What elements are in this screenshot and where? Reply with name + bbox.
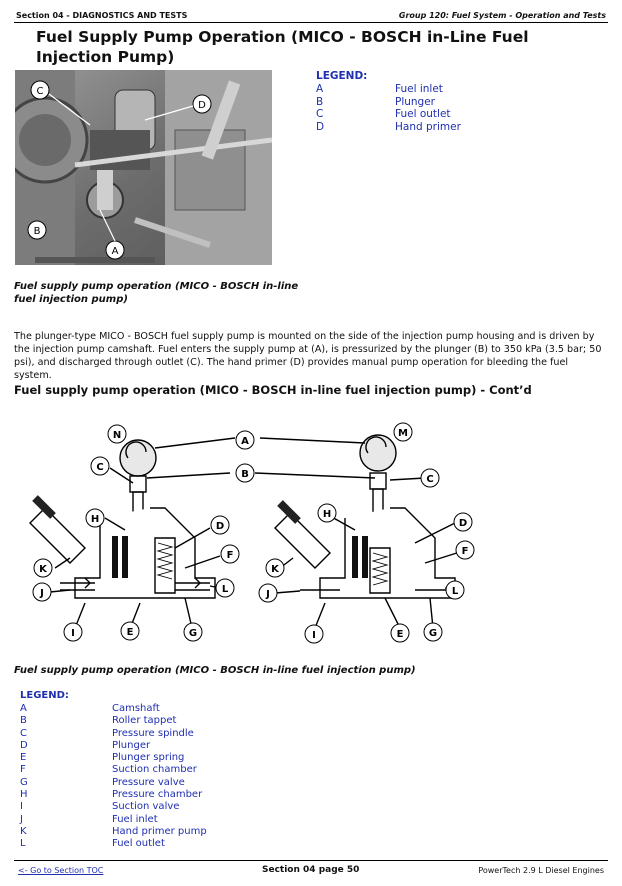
diagram-callout-l-right: L xyxy=(451,586,459,597)
legend-row: L Fuel outlet xyxy=(20,838,165,850)
diagram-callout-f-right: F xyxy=(461,546,469,557)
diagram-callout-m: M xyxy=(398,428,408,439)
body-paragraph: The plunger-type MICO - BOSCH fuel supply pump is mounted on the side of the injection pump housing and is driven by the injection pump camshaft. Fuel enters the supply pump at (A), is pressurized by the plunger (B) to 350 kPa (3.5 bar; 50 psi), and discharged through outlet (C). The hand primer (D) provides manual pump operation for bleeding the fuel system. xyxy=(14,331,602,381)
diagram-callout-n: N xyxy=(112,430,122,441)
diagram-callout-c-left: C xyxy=(96,462,104,473)
legend-row: C Pressure spindle xyxy=(20,727,194,739)
photo-callout-c: C xyxy=(36,86,44,97)
legend-row: K Hand primer pump xyxy=(20,825,207,837)
diagram-callout-g-right: G xyxy=(428,628,438,639)
photo-callout-b: B xyxy=(33,226,41,237)
right-pump xyxy=(275,435,455,598)
diagram-callout-g-left: G xyxy=(188,628,198,639)
diagram-callout-i-right: I xyxy=(312,630,316,641)
page-title: Fuel Supply Pump Operation (MICO - BOSCH in-Line Fuel Injection Pump) xyxy=(36,28,529,66)
photo-callout-d: D xyxy=(198,100,206,111)
diagram-callout-k-left: K xyxy=(39,564,47,575)
page-number: Section 04 page 50 xyxy=(262,865,360,875)
section-toc-link[interactable]: <- Go to Section TOC xyxy=(18,866,104,875)
legend-row: H Pressure chamber xyxy=(20,789,203,801)
diagram-callout-e-right: E xyxy=(396,629,404,640)
diagram-legend xyxy=(20,690,207,851)
diagram-callout-i-left: I xyxy=(71,628,75,639)
diagram-callout-k-right: K xyxy=(271,564,279,575)
product-name: PowerTech 2.9 L Diesel Engines xyxy=(478,866,604,875)
diagram-callout-b: B xyxy=(241,469,249,480)
legend-row: B Plunger xyxy=(316,95,436,108)
legend-row: G Pressure valve xyxy=(20,776,185,788)
diagram-callout-d-left: D xyxy=(215,521,225,532)
legend-row: F Suction chamber xyxy=(20,764,197,776)
footer-rule xyxy=(14,860,608,861)
legend-row: I Suction valve xyxy=(20,801,180,813)
legend-row: B Roller tappet xyxy=(20,715,177,727)
diagram-callout-e-left: E xyxy=(126,627,134,638)
legend-row: A Fuel inlet xyxy=(316,83,443,95)
photo-callout-a: A xyxy=(111,246,119,257)
legend-heading: LEGEND: xyxy=(20,690,69,701)
photo-legend xyxy=(316,70,461,133)
legend-row: C Fuel outlet xyxy=(316,108,451,120)
diagram-callout-h-left: H xyxy=(90,514,100,525)
legend-row: D Plunger xyxy=(20,739,151,751)
diagram-callout-f-left: F xyxy=(226,550,234,561)
diagram-caption: Fuel supply pump operation (MICO - BOSCH in-line fuel injection pump) xyxy=(14,665,416,676)
diagram-callout-c-right: C xyxy=(426,474,434,485)
page-header xyxy=(14,8,608,22)
legend-row: J Fuel inlet xyxy=(20,813,158,825)
photo-caption: Fuel supply pump operation (MICO - BOSCH in-line fuel injection pump) xyxy=(14,281,299,305)
pump-schematic xyxy=(25,418,580,646)
page-footer xyxy=(14,864,608,878)
pump-photo xyxy=(15,70,272,265)
diagram-callout-j-right: J xyxy=(266,589,270,600)
legend-row: D Hand primer xyxy=(316,120,461,133)
legend-row: A Camshaft xyxy=(20,703,160,714)
header-group: Group 120: Fuel System - Operation and Tests xyxy=(398,11,606,20)
diagram-callout-a: A xyxy=(241,436,249,447)
header-section: Section 04 - DIAGNOSTICS AND TESTS xyxy=(16,11,188,20)
diagram-callout-h-right: H xyxy=(322,509,332,520)
header-rule xyxy=(14,22,608,23)
left-pump xyxy=(30,440,215,598)
legend-row: E Plunger spring xyxy=(20,752,185,764)
diagram-callout-l-left: L xyxy=(221,584,229,595)
section-subheading: Fuel supply pump operation (MICO - BOSCH in-line fuel injection pump) - Cont’d xyxy=(14,383,532,397)
diagram-callout-d-right: D xyxy=(458,518,468,529)
legend-heading: LEGEND: xyxy=(316,70,368,82)
diagram-callout-j-left: J xyxy=(40,588,44,599)
